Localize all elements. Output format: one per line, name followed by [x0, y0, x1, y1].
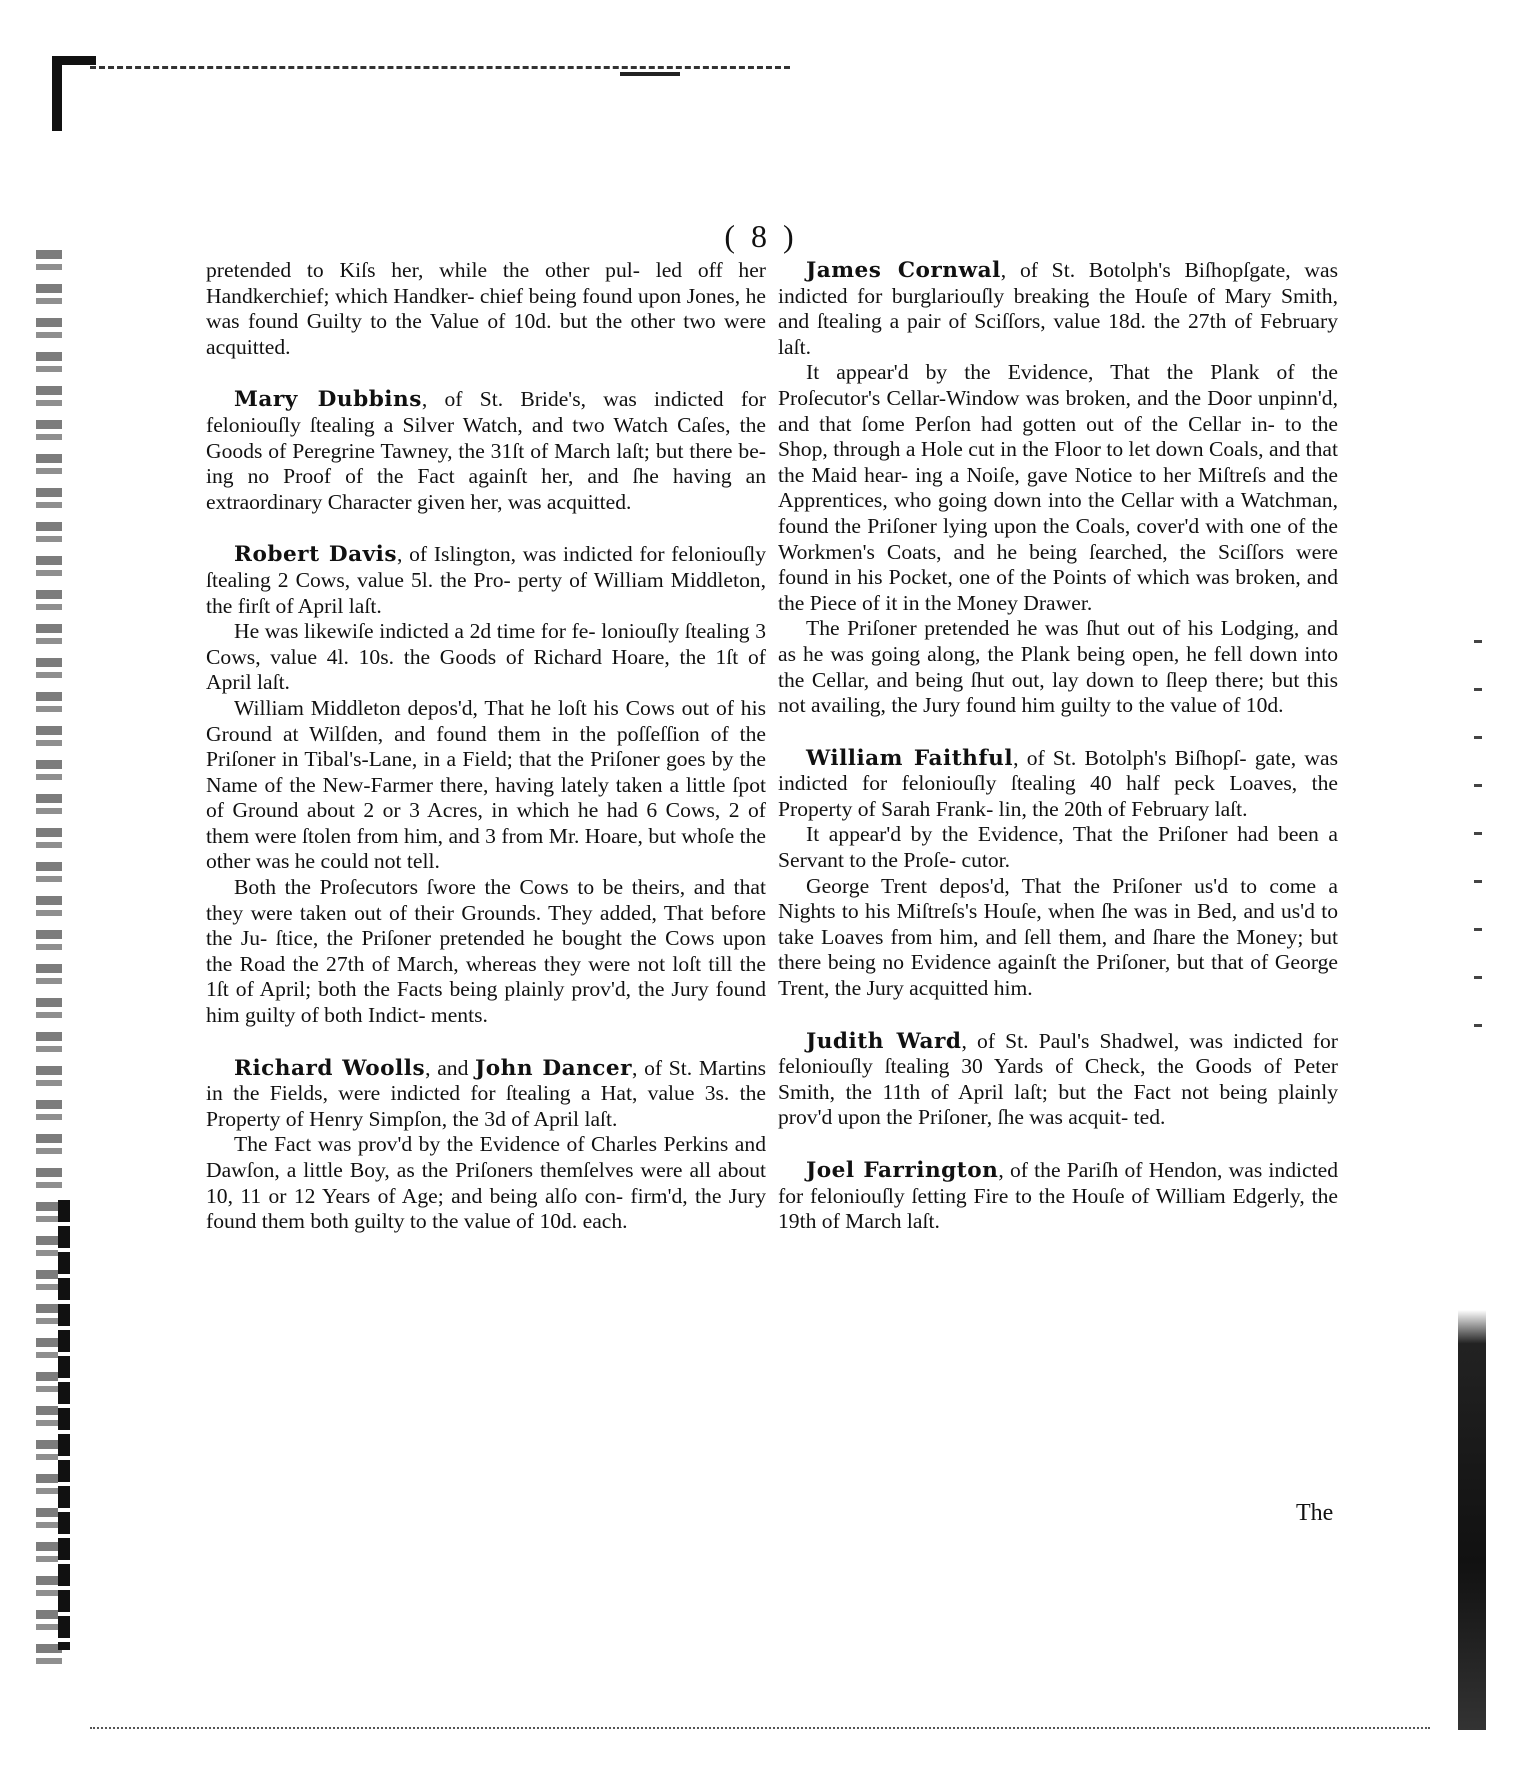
paragraph [206, 1132, 766, 1234]
defendant-name: William Faithful [806, 745, 1014, 771]
paragraph-text: , of St. Bride's, was indicted for feloniouſly ſtealing a Silver Watch, and two Watch Caſes, the Goods of Peregrine Tawney, the 31ſt of March laſt; but there be- ing no Proof of the Fact againſt her, and ſhe having an extraordinary Character given her, was acquitted. [206, 387, 766, 514]
paragraph-text: , of St. Botolph's Biſhopſgate, was indicted for burglariouſly breaking the Houſe of Mary Smith, and ſtealing a pair of Sciſſors, value 18d. the 27th of February laſt. [778, 258, 1338, 359]
page-number: ( 8 ) [724, 218, 798, 254]
scan-right-edge-dark [1458, 1310, 1486, 1730]
paragraph [206, 696, 766, 875]
paragraph-text: William Middleton depos'd, That he loſt his Cows out of his Ground at Wilſden, and found them in the poſſeſſion of the Priſoner in Tibal's-Lane, in a Field; that the Priſoner goes by the Name of the New-Farmer there, having lately taken a little ſpot of Ground about 2 or 3 Acres, in which he had 6 Cows, 2 of them were ſtolen from him, and 3 from Mr. Hoare, but whoſe the other was he could not tell. [206, 695, 766, 874]
paragraph [778, 616, 1338, 718]
paragraph-text: , of St. Botolph's Biſhopſ- gate, was indicted for feloniouſly ſtealing 40 half peck Loaves, the Property of Sarah Frank- lin, the 20th of February laſt. [778, 745, 1338, 821]
scan-bottom-rule [90, 1727, 1430, 1729]
paragraph [206, 875, 766, 1029]
paragraph [778, 1158, 1338, 1235]
scan-top-rule [90, 66, 790, 69]
paragraph-text: pretended to Kiſs her, while the other pul- led off her Handkerchief; which Handker- chief being found upon Jones, he was found Guilty to the Value of 10d. but the other two were acquitted. [206, 258, 766, 359]
defendant-name: John Dancer [475, 1055, 633, 1081]
scan-left-edge-dark [58, 1200, 70, 1650]
paragraph [206, 258, 766, 360]
paragraph-text: The Priſoner pretended he was ſhut out of his Lodging, and as he was going along, the Plank being open, he fell down into the Cellar, and being ſhut out, lay down to ſleep there; but this not availing, the Jury found him guilty to the value of 10d. [778, 616, 1338, 718]
paragraph [778, 258, 1338, 360]
scan-right-specks [1474, 640, 1482, 1060]
paragraph-text: , of the Pariſh of Hendon, was indicted for feloniouſly ſetting Fire to the Houſe of William Edgerly, the 19th of March laſt. [778, 1158, 1338, 1234]
defendant-name: James Cornwal [806, 258, 1001, 283]
paragraph [206, 542, 766, 619]
paragraph-text: The Fact was prov'd by the Evidence of Charles Perkins and Dawſon, a little Boy, as the Priſoners themſelves were all about 10, 11 or 12 Years of Age; and being alſo con- firm'd, the Jury found them both guilty to the value of 10d. each. [206, 1132, 766, 1234]
scan-top-rule-fragment [620, 72, 680, 76]
paragraph [206, 387, 766, 515]
paragraph-text: , of St. Martins in the Fields, were indicted for ſtealing a Hat, value 3s. the Property of Henry Simpſon, the 3d of April laſt. [206, 1055, 767, 1131]
right-column [778, 258, 1338, 1235]
paragraph-text: , of Islington, was indicted for feloniouſly ſtealing 2 Cows, value 5l. the Pro- perty of William Middleton, the firſt of April laſt. [206, 542, 767, 618]
paragraph-text: George Trent depos'd, That the Priſoner us'd to come a Nights to his Miſtreſs's Houſe, when ſhe was in Bed, and us'd to take Loaves from him, and ſell them, and ſhare the Money; but there being no Evidence againſt the Priſoner, but that of George Trent, the Jury acquitted him. [778, 873, 1338, 1001]
defendant-name: Judith Ward [806, 1028, 962, 1054]
paragraph [778, 360, 1338, 616]
paragraph-text: He was likewiſe indicted a 2d time for fe- loniouſly ſtealing 3 Cows, value 4l. 10s. the Goods of Richard Hoare, the 1ſt of April laſt. [206, 619, 766, 695]
defendant-name: Joel Farrington [806, 1158, 999, 1183]
paragraph-text: It appear'd by the Evidence, That the Plank of the Proſecutor's Cellar-Window was broken, and the Door unpinn'd, and that ſome Perſon had gotten out of the Cellar in- to the Shop, through a Hole cut in the Floor to let down Coals, and that the Maid hear- ing a Noiſe, gave Notice to her Miſtreſs and the Apprentices, who going down into the Cellar with a Watchman, found the Priſoner lying upon the Coals, cover'd with one of the Workmen's Coats, and he being ſearched, the Sciſſors were found in his Pocket, one of the Points of which was broken, and the Piece of it in the Money Drawer. [778, 360, 1338, 615]
left-column [206, 258, 766, 1235]
catchword: The [1296, 1500, 1334, 1526]
paragraph [778, 822, 1338, 873]
paragraph-text: It appear'd by the Evidence, That the Priſoner had been a Servant to the Proſe- cutor. [778, 822, 1338, 873]
paragraph [206, 1056, 766, 1133]
defendant-name: Richard Woolls [234, 1055, 426, 1081]
paragraph [206, 619, 766, 696]
paragraph-text: , and [425, 1055, 476, 1080]
paragraph-text: , of St. Paul's Shadwel, was indicted for feloniouſly ſtealing 30 Yards of Check, the Goods of Peter Smith, the 11th of April laſt; but the Fact not being plainly prov'd upon the Priſoner, ſhe was acquit- ted. [778, 1028, 1338, 1130]
paragraph [778, 874, 1338, 1002]
paragraph-text: Both the Proſecutors ſwore the Cows to be theirs, and that they were taken out of their Grounds. They added, That before the Ju- ſtice, the Priſoner pretended he bought the Cows upon the Road the 27th of March, whereas they were not loſt till the 1ſt of April; both the Facts being plainly prov'd, the Jury found him guilty of both Indict- ments. [206, 875, 766, 1028]
paragraph [778, 746, 1338, 823]
paragraph [778, 1029, 1338, 1131]
defendant-name: Mary Dubbins [234, 387, 422, 413]
defendant-name: Robert Davis [234, 542, 398, 568]
